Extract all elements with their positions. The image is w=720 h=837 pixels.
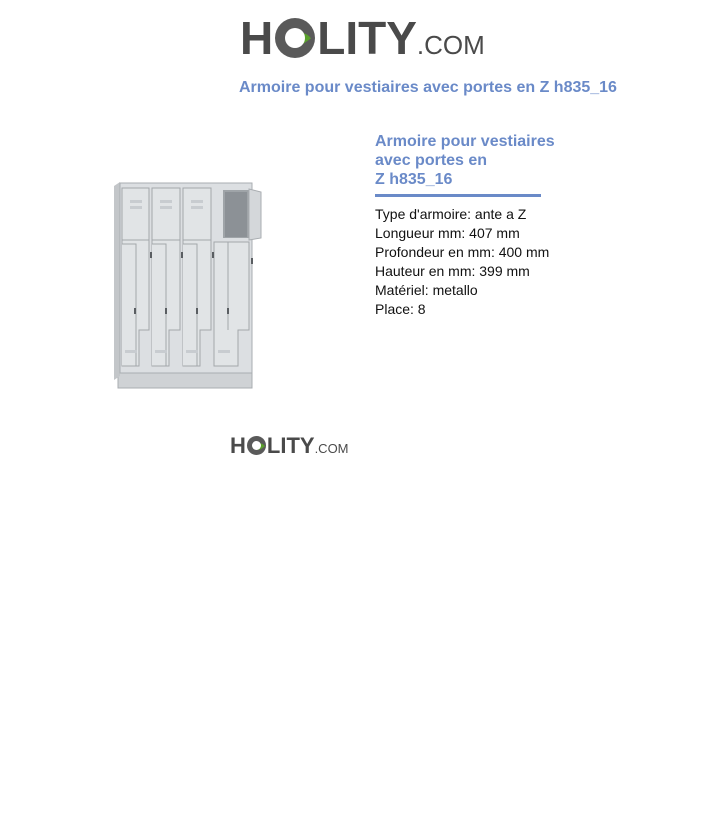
spec-item: Type d'armoire: ante a Z xyxy=(375,206,527,222)
spec-list xyxy=(375,205,549,319)
spec-item: Profondeur en mm: 400 mm xyxy=(375,244,550,260)
locker-image xyxy=(110,180,270,400)
holity-logo[interactable] xyxy=(240,10,485,73)
page-title: Armoire pour vestiaires avec portes en Z h835_16 xyxy=(239,79,617,96)
logo-letter-h: H xyxy=(240,12,274,64)
logo-o-icon xyxy=(275,18,315,58)
product-title-line: Z h835_16 xyxy=(375,171,453,188)
spec-item: Matériel: metallo xyxy=(375,282,478,298)
logo-letter-h: H xyxy=(230,433,246,458)
product-title-line: avec portes en xyxy=(375,152,488,169)
product-title xyxy=(375,132,575,189)
logo-letters-lity: LITY xyxy=(317,12,417,64)
spec-item: Hauteur en mm: 399 mm xyxy=(375,263,530,279)
logo-com: .COM xyxy=(314,441,349,456)
product-title-line: Armoire pour vestiaires xyxy=(375,133,555,150)
title-divider xyxy=(375,194,541,197)
logo-o-icon xyxy=(247,436,266,455)
spec-item: Longueur mm: 407 mm xyxy=(375,225,520,241)
spec-item: Place: 8 xyxy=(375,301,426,317)
logo-com: .COM xyxy=(416,30,485,60)
holity-logo-footer[interactable] xyxy=(230,432,349,463)
logo-letters-lity: LITY xyxy=(266,433,315,458)
